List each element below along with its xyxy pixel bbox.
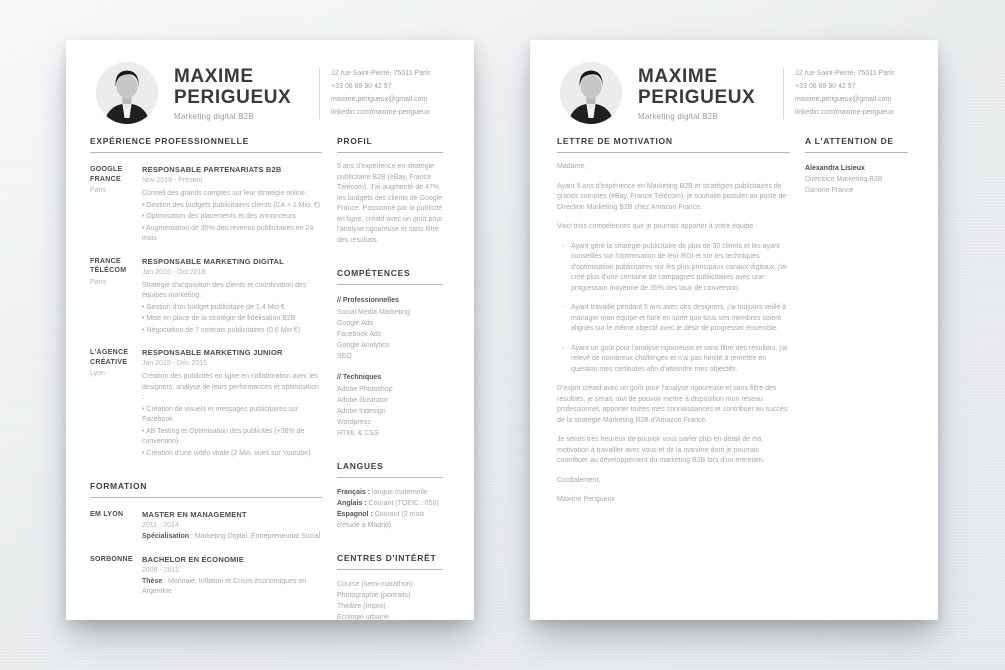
job-bullet: • Création de visuels et messages publicitaires sur Facebook [142,405,299,423]
job-bullet: • Augmentation de 35% des revenus publicitaires en 24 mois [142,224,314,242]
company-location: Paris [90,187,106,194]
skill-item: Social Media Marketing [337,309,410,316]
section-heading-formation: FORMATION [90,481,322,498]
resume-main-column [90,136,322,623]
school-name: EM LYON [90,511,124,518]
resume-body [66,124,474,623]
formation-section [90,481,322,598]
formation-entry [90,510,322,543]
skill-item: Google Ads [337,320,374,327]
letter-body [530,124,938,506]
profil-text: 5 ans d'expérience en stratégie publicitaire B2B (eBay, France Télécom). J'ai augmenté de 47% les budgets des clients de Google France. Passionné par la publicité en ligne, créatif avec un goût pour l'analyse rigoureuse et sans filtre des résultats. [337,163,443,244]
skill-item: Adobe Illustrator [337,397,388,404]
skill-item: Wordpress [337,419,371,426]
letter-header [530,40,938,124]
skill-item: HTML & CSS [337,430,379,437]
job-bullet: • Optimisation des placements et des annonceurs [142,213,296,220]
job-title: RESPONSABLE PARTENARIATS B2B [142,165,282,174]
interest-item: Course (semi-marathon) [337,581,413,588]
language-list [337,487,443,531]
job-bullet: • Mise en place de la stratégie de fidélisation B2B [142,315,296,322]
letter-bullet: - Ayant un goût pour l'analyse rigoureuse et sans filtre des résultats, j'ai relevé de nombreux challenges et n'ai pas hésité à remettre en question mes certitudes afin d'atteindre mes objectifs. [557,344,790,376]
contact-email: maxime.perigueux@gmail.com [795,96,892,103]
section-heading-langues: LANGUES [337,461,443,478]
contact-address: 12 rue Saint-Pierre, 75011 Paris [795,70,895,77]
cover-letter-page [530,40,938,620]
job-bullet: • Gestion des budgets publicitaires clients (CA > 1 Mio. €) [142,201,321,209]
section-heading-competences: COMPÉTENCES [337,268,443,285]
job-dates: Nov 2018 - Présent [142,177,203,184]
job-title: RESPONSABLE MARKETING DIGITAL [142,256,284,266]
company-name: FRANCE TÉLÉCOM [90,257,127,274]
bullet-dash: - [562,344,565,352]
person-photo-icon [560,62,622,124]
letter-side-column [805,136,908,506]
job-dates: Jan 2016 - Oct 2018 [142,268,206,276]
contact-email: maxime.perigueux@gmail.com [331,96,428,103]
degree-title: MASTER EN MANAGEMENT [142,510,247,519]
letter-paragraph: Je serais très heureux de pouvoir vous parler plus en détail de ma motivation à travailler avec vous et de la manière dont je pourrais contribuer au développement du marketing B2B lors d'un entretien. [557,436,765,464]
letter-salutation: Madame, [557,163,587,170]
person-job-title: Marketing digital B2B [174,111,254,121]
recipient-name: Alexandra Lisieux [805,165,865,172]
contact-block [319,67,446,119]
letter-main-column [557,136,790,506]
letter-paragraph: Ayant 5 ans d'expérience en Marketing B2B et stratégies publicitaires de grands comptes (eBay, France Télécom), je souhaite postuler au poste de Direction Marketing B2B chez Amazon France. [557,182,787,211]
job-bullet: • AB Testing et Optimisation des publicités (+38% de conversion) [142,427,305,445]
job-title: RESPONSABLE MARKETING JUNIOR [142,348,283,357]
contact-linkedin: linkedin.com/maxime-perigueux [331,109,430,116]
interest-item: Photographie (portraits) [337,592,411,599]
person-name: MAXIME PERIGUEUX [638,65,756,108]
name-block [638,66,783,121]
letter-paragraph: D'esprit créatif avec un goût pour l'analyse rigoureuse et sans filtre des résultats, je serais ravi de pouvoir mettre à disposition mon réseau professionnel, apporter toutes mes connaissances et contribuer au succès de la stratégie Marketing B2B d'Amazon France. [557,385,788,424]
company-location: Paris [90,278,106,286]
skill-group-title: // Techniques [337,374,382,381]
recipient-company: Danone France [805,187,854,194]
bullet-dash: - [562,304,565,311]
letter-bullet: - Ayant travaillé pendant 5 ans avec des designers, j'ai toujours veillé à manager mon équipe et faire en sorte que tous ses membres soient alignés sur le même objectif avec le désir de progresser ensemble. [557,303,790,335]
avatar [96,62,158,124]
contact-address: 12 rue Saint-Pierre, 75011 Paris [331,70,431,77]
skill-item: SEO [337,353,352,360]
skill-item: Adobe Photoshop [337,386,393,393]
skill-item: Adobe Indesign [337,408,386,415]
person-photo-icon [96,62,158,124]
person-name: MAXIME PERIGUEUX [174,65,292,108]
degree-dates: 2011 - 2014 [142,522,179,529]
skill-group-title: // Professionnelles [337,297,399,304]
job-bullet: • Négociation de 7 contrats publicitaires (0,6 Mio €) [142,326,301,334]
skill-item: Google Analytics [337,342,390,349]
contact-linkedin: linkedin.com/maxime-perigueux [795,109,894,116]
job-description: Création des publicités en ligne en collaboration avec les designers, analyse de leurs performances et optimisation : • Création de visuels et messages publicitaires sur Facebook • AB Testing et Optimisation des publicités (+38% de conversion) • Création d'une vidéo virale (2 Mio. vues sur Youtube) [142,372,322,459]
company-name: GOOGLE FRANCE [90,166,123,183]
section-heading-profil: PROFIL [337,136,443,153]
contact-phone: +33 06 68 90 42 57 [795,83,856,90]
degree-detail: Thèse : Monnaie, Inflation et Crises économiques en Argentine [142,577,307,595]
job-description: Stratégie d'acquisition des clients et coordination des équipes marketing : • Gestion d'un budget publicitaire de 1,4 Mio € • Mise en place de la stratégie de fidélisation B2B • Négociation de 7 contrats publicitaires (0,6 Mio €) [142,281,322,337]
company-name: L'AGENCE CRÉATIVE [90,349,129,366]
degree-detail: Spécialisation : Marketing Digital, Entrepreneuriat Social [142,533,321,540]
interest-item: Ecologie urbaine [337,614,390,621]
company-location: Lyon [90,370,105,377]
language-item: Espagnol : Courant (2 mois d'étude à Madrid) [337,511,425,529]
letter-bullet: - Ayant géré la stratégie publicitaire de plus de 30 clients et les ayant conseillés sur l'optimisation de leur ROI et sur les techniques d'optimisation publicitaires sur les plus principaux canaux digitaux, j'ai créé plus d'une centaine de campagnes publicitaires avec une progression moyenne de 35% des taux de conversion. [557,242,790,295]
section-heading-recipient: A L'ATTENTION DE [805,136,908,153]
skill-list [337,384,443,439]
recipient-title: Directrice Marketing B2B [805,176,883,183]
resume-header [66,40,474,124]
section-heading-interets: CENTRES D'INTÉRÊT [337,553,443,570]
person-job-title: Marketing digital B2B [638,111,718,121]
bullet-dash: - [562,242,565,250]
avatar [560,62,622,124]
letter-signature: Maxime Périgueux [557,496,615,503]
skill-item: Facebook Ads [337,331,382,338]
experience-entry [90,348,322,459]
letter-closing: Cordialement, [557,476,601,484]
degree-title: BACHELOR EN ÉCONOMIE [142,554,244,564]
job-bullet: • Gestion d'un budget publicitaire de 1,4 Mio € [142,303,285,311]
school-name: SORBONNE [90,555,133,563]
experience-entry [90,165,322,245]
experience-entry [90,257,322,337]
skill-list [337,307,443,362]
formation-entry [90,555,322,598]
resume-side-column [337,136,443,623]
letter-paragraph: Voici trois compétences que je pourrais apporter à votre équipe : [557,223,758,230]
job-bullet: • Création d'une vidéo virale (2 Mio. vues sur Youtube) [142,449,311,457]
section-heading-experience: EXPÉRIENCE PROFESSIONNELLE [90,136,322,153]
section-heading-letter: LETTRE DE MOTIVATION [557,136,790,153]
interest-item: Théâtre (Impro) [337,603,386,610]
language-item: Français : langue maternelle [337,489,428,496]
name-block [174,66,319,121]
job-dates: Jan 2015 - Déc 2015 [142,360,207,367]
job-description: Conseil des grands comptes sur leur stratégie online : • Gestion des budgets publicitaires clients (CA > 1 Mio. €) • Optimisation des placements et des annonceurs • Augmentation de 35% des revenus publicitaires en 24 mois [142,189,322,245]
contact-phone: +33 06 68 90 42 57 [331,83,392,90]
degree-dates: 2009 - 2011 [142,566,179,574]
interest-list [337,579,443,623]
resume-page [66,40,474,620]
language-item: Anglais : Courant (TOEIC : 650) [337,500,439,507]
contact-block [783,67,910,119]
